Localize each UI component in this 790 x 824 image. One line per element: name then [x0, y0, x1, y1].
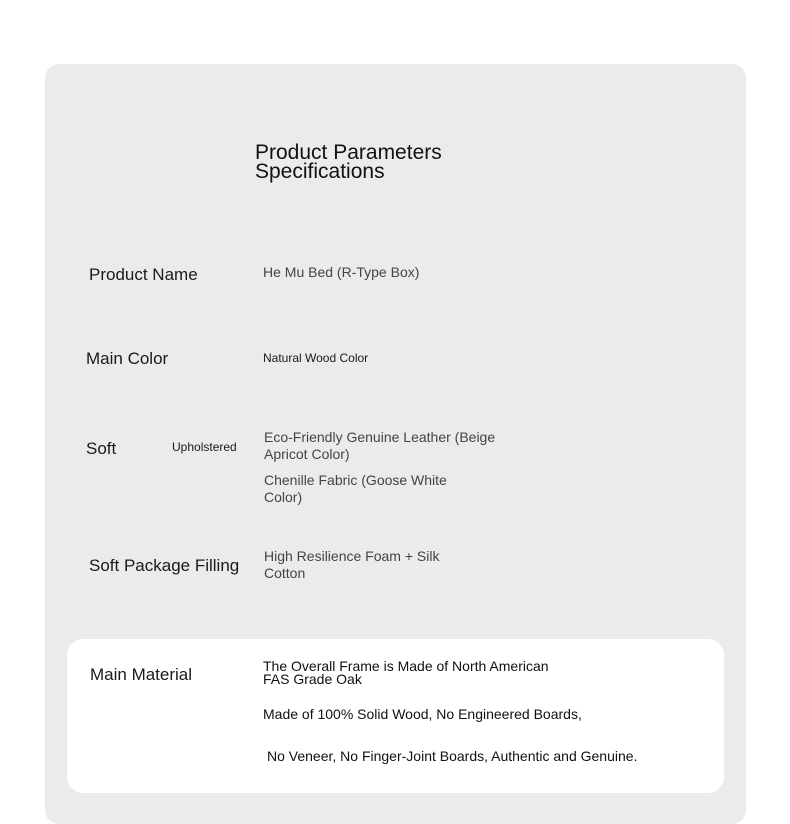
- product-name-value: He Mu Bed (R-Type Box): [263, 264, 420, 280]
- page-title: [255, 143, 515, 181]
- main-color-label: Main Color: [86, 349, 169, 368]
- main-material-label: Main Material: [90, 665, 193, 684]
- material-line-1a: The Overall Frame is Made of North American: [263, 658, 549, 674]
- page-title-line-2: Specifications: [255, 160, 385, 183]
- soft-label: Soft: [86, 439, 117, 458]
- material-line-1b: FAS Grade Oak: [263, 671, 362, 687]
- soft-value-leather: Eco-Friendly Genuine Leather (Beige Apricot Color): [264, 429, 496, 462]
- main-color-value: Natural Wood Color: [263, 351, 369, 365]
- upholstered-label: Upholstered: [172, 440, 237, 454]
- page-title-line-1: Product Parameters: [255, 141, 442, 164]
- filling-value: High Resilience Foam + Silk Cotton: [264, 548, 440, 581]
- material-line-2: Made of 100% Solid Wood, No Engineered Boards,: [263, 706, 582, 722]
- material-line-3: No Veneer, No Finger-Joint Boards, Authentic and Genuine.: [267, 748, 638, 764]
- product-name-label: Product Name: [89, 265, 198, 284]
- soft-value-fabric: Chenille Fabric (Goose White Color): [264, 472, 447, 505]
- filling-label: Soft Package Filling: [89, 556, 240, 575]
- material-line-1: [263, 660, 549, 686]
